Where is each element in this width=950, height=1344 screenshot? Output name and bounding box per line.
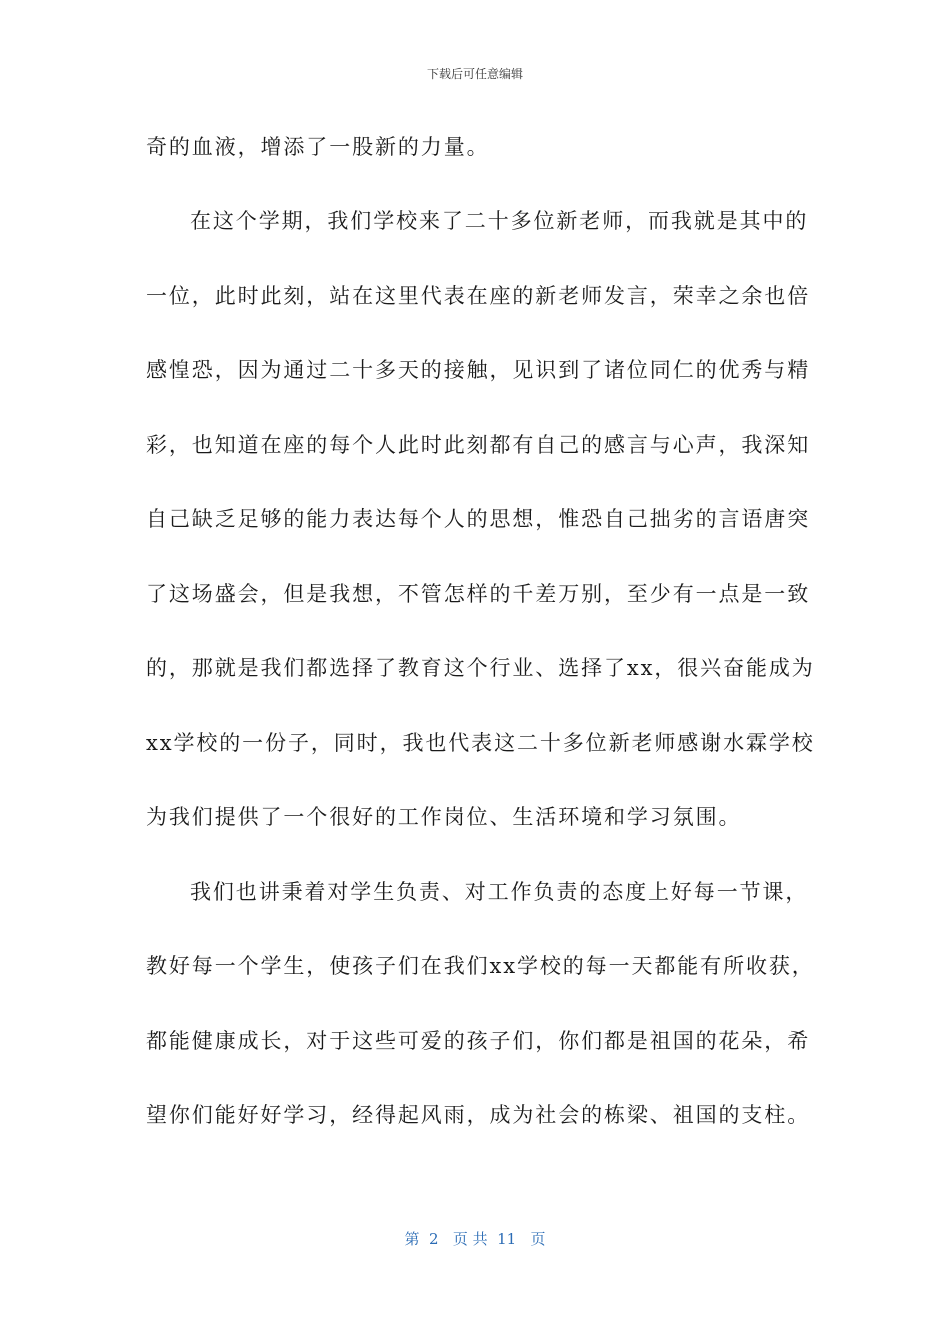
body-line-8: 的，那就是我们都选择了教育这个行业、选择了xx，很兴奋能成为 [146, 656, 815, 680]
body-line-12: 教好每一个学生，使孩子们在我们xx学校的每一天都能有所收获， [146, 954, 815, 978]
body-line-4: 感惶恐，因为通过二十多天的接触，见识到了诸位同仁的优秀与精 [146, 358, 811, 382]
body-line-1: 奇的血液，增添了一股新的力量。 [146, 135, 490, 159]
body-line-13: 都能健康成长，对于这些可爱的孩子们，你们都是祖国的花朵，希 [146, 1029, 811, 1053]
body-line-14: 望你们能好好学习，经得起风雨，成为社会的栋梁、祖国的支柱。 [146, 1103, 811, 1127]
body-line-7: 了这场盛会，但是我想，不管怎样的千差万别，至少有一点是一致 [146, 582, 811, 606]
page-header: 下载后可任意编辑 [426, 67, 523, 81]
body-line-6: 自己缺乏足够的能力表达每个人的思想，惟恐自己拙劣的言语唐突 [146, 507, 811, 531]
body-line-5: 彩，也知道在座的每个人此时此刻都有自己的感言与心声，我深知 [146, 433, 811, 457]
page-number-footer: 第 2 页 共 11 页 [404, 1230, 546, 1248]
body-line-9: xx学校的一份子，同时，我也代表这二十多位新老师感谢水霖学校 [146, 731, 815, 755]
body-line-11: 我们也讲秉着对学生负责、对工作负责的态度上好每一节课， [190, 880, 809, 904]
body-line-3: 一位，此时此刻，站在这里代表在座的新老师发言，荣幸之余也倍 [146, 284, 811, 308]
body-line-2: 在这个学期，我们学校来了二十多位新老师，而我就是其中的 [190, 209, 809, 233]
body-line-10: 为我们提供了一个很好的工作岗位、生活环境和学习氛围。 [146, 805, 742, 829]
